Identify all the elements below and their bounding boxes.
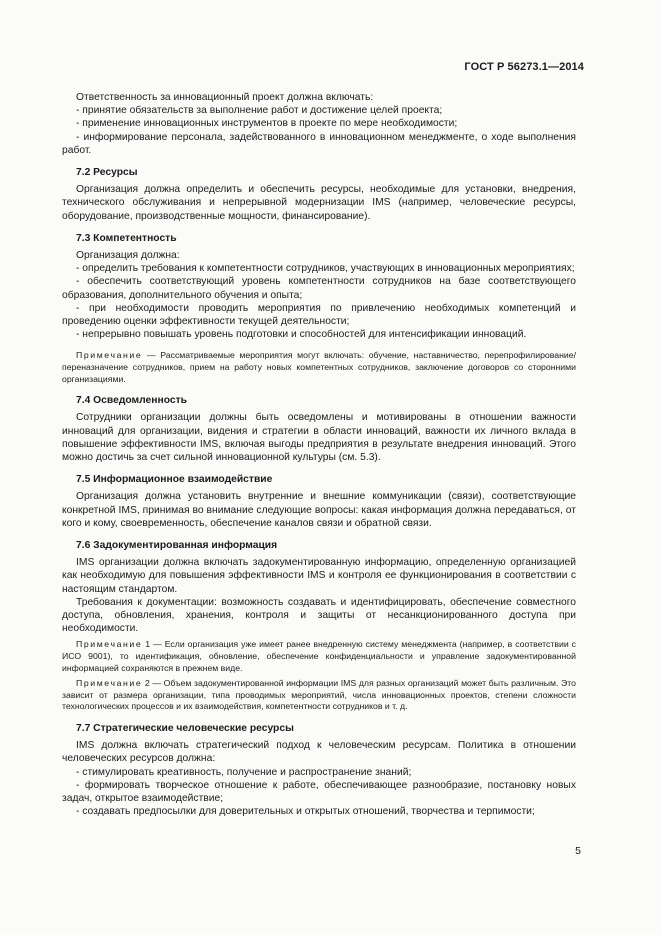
section-text: Организация должна определить и обеспечить ресурсы, необходимые для установки, внедрения, технического обслуживания и непрерывной модернизации IMS (например, человеческие ресурсы, оборудование, производственные мощности, финансирование). xyxy=(62,184,576,222)
list-item: - непрерывно повышать уровень подготовки и способностей для интенсификации инноваций. xyxy=(76,329,527,341)
page-content xyxy=(62,91,576,818)
section-lead: Организация должна: xyxy=(76,250,180,262)
list-item: - обеспечить соответствующий уровень компетентности сотрудников на базе соответствующего образования, дополнительного обучения и опыта; xyxy=(62,276,576,301)
document-id: ГОСТ Р 56273.1—2014 xyxy=(464,61,584,73)
list-item: - информирование персонала, задействованного в инновационном менеджменте, о ходе выполнения работ. xyxy=(62,131,576,156)
note-text: 1 — Если организация уже имеет ранее внедренную систему менеджмента (например, в соответствии с ИСО 9001), то идентификация, обновление, обеспечение конфиденциальности и управление задокументированной информацией сохраняются в прежнем виде. xyxy=(62,639,576,673)
note xyxy=(62,678,576,713)
section-text: Требования к документации: возможность создавать и идентифицировать, обеспечение совместного доступа, обновления, хранения, контроля и защиты от несанкционированного доступа при необходимости. xyxy=(62,596,576,635)
responsibility-lead: Ответственность за инновационный проект должна включать: xyxy=(76,92,374,103)
section-heading-7-4: 7.4 Осведомленность xyxy=(76,395,187,407)
page-number: 5 xyxy=(575,845,581,857)
section-heading-7-5: 7.5 Информационное взаимодействие xyxy=(76,474,273,486)
section-heading-7-7: 7.7 Стратегические человеческие ресурсы xyxy=(76,723,294,735)
note-label: Примечание xyxy=(76,678,143,689)
section-text: Организация должна установить внутренние и внешние коммуникации (связи), соответствующие конкретной IMS, принимая во внимание следующие вопросы: какая информация должна передаваться, от кого и кому, своевременность, обеспечение каналов связи и обратной связи. xyxy=(62,491,576,529)
note-text: 2 — Объем задокументированной информации IMS для разных организаций может быть различным. Это зависит от размера организации, типа проводимых мероприятий, числа инновационных проектов, степени сложности технологических процессов и их взаимодействия, компетентности сотрудников и т. д. xyxy=(62,678,576,712)
section-heading-7-2: 7.2 Ресурсы xyxy=(76,167,138,179)
list-item: - стимулировать креативность, получение и распространение знаний; xyxy=(76,766,412,778)
list-item: - определить требования к компетентности сотрудников, участвующих в инновационных мероприятиях; xyxy=(76,263,575,275)
list-item: - применение инновационных инструментов в проекте по мере необходимости; xyxy=(76,118,458,130)
note xyxy=(62,639,576,674)
list-item: - при необходимости проводить мероприятия по привлечению необходимых компетенций и проведению оценки эффективности текущей деятельности; xyxy=(62,302,576,328)
note-text: — Рассматриваемые мероприятия могут включать: обучение, наставничество, перепрофилирование/переназначение сотрудников, прием на работу новых компетентных сотрудников, заключение договоров со сторонними организациями. xyxy=(62,350,576,384)
note xyxy=(62,350,576,385)
section-heading-7-3: 7.3 Компетентность xyxy=(76,232,177,244)
section-text: Сотрудники организации должны быть осведомлены и мотивированы в отношении важности инноваций для организации, видения и стратегии в области инноваций, важности их личного вклада в повышение эффективности IMS, включая выгоды предприятия в результате внедрения инноваций. Этого можно достичь за счет сильной инновационной культуры (см. 5.3). xyxy=(62,412,576,464)
note-label: Примечание xyxy=(76,350,143,361)
list-item: - создавать предпосылки для доверительных и открытых отношений, творчества и терпимости; xyxy=(76,806,535,818)
section-text: IMS организации должна включать задокументированную информацию, определенную организацией как необходимую для повышения эффективности IMS и контроля ее функционирования в соответствии с настоящим стандартом. xyxy=(62,557,576,595)
section-lead: IMS должна включать стратегический подход к человеческим ресурсам. Политика в отношении человеческих ресурсов должна: xyxy=(62,740,576,765)
section-heading-7-6: 7.6 Задокументированная информация xyxy=(76,540,278,552)
list-item: - принятие обязательств за выполнение работ и достижение целей проекта; xyxy=(76,105,443,117)
note-label: Примечание xyxy=(76,639,143,650)
list-item: - формировать творческое отношение к работе, обеспечивающее разнообразие, постановку новых задач, открытое взаимодействие; xyxy=(62,779,576,805)
